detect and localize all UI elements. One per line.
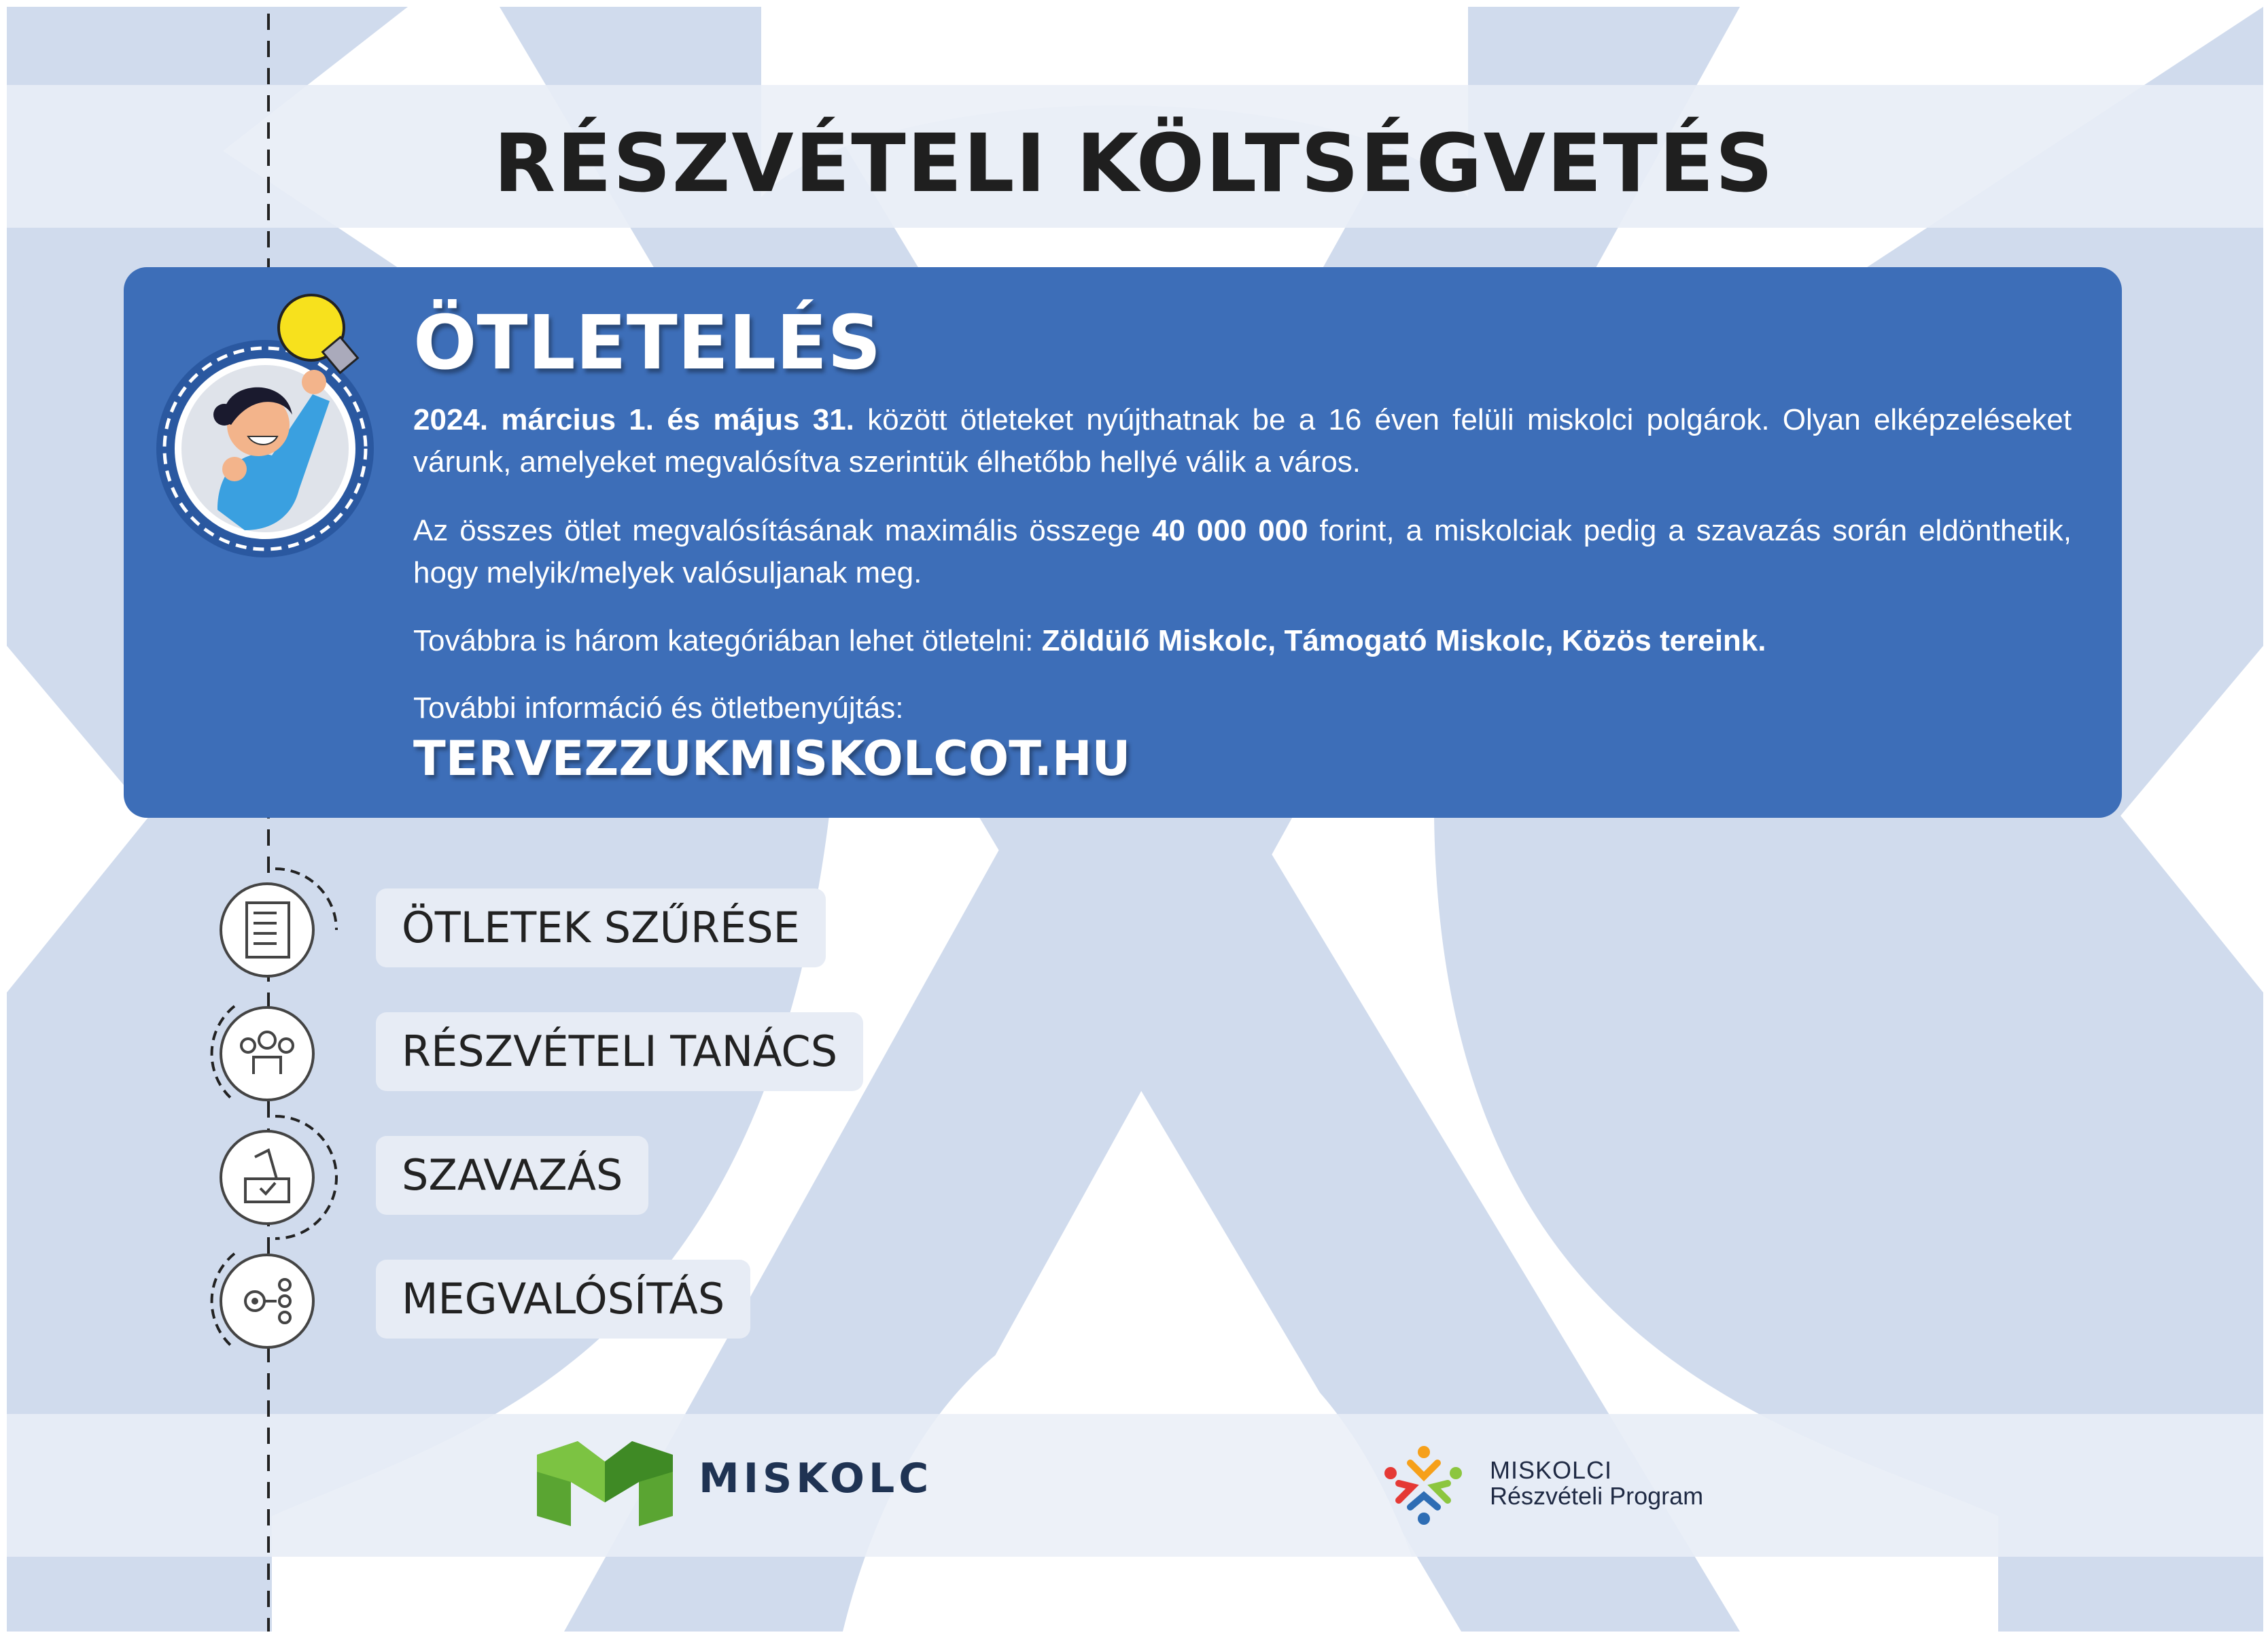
paragraph-budget	[413, 510, 2072, 594]
budget-amount: 40 000 000	[1152, 514, 1308, 547]
dates-text: között ötleteket nyújthatnak be a 16 éven felüli miskolci polgárok. Olyan elképzeléseket várunk, amelyeket megvalósítva szerintük élhetőbb hellyé válik a város.	[413, 403, 2072, 479]
miskolc-logo-text: MISKOLC	[699, 1455, 933, 1502]
avatar	[136, 286, 408, 571]
page-title: RÉSZVÉTELI KÖLTSÉGVETÉS	[493, 116, 1775, 210]
info-label: További információ és ötletbenyújtás:	[413, 691, 904, 725]
paragraph-categories	[413, 620, 2072, 662]
dates-highlight: 2024. március 1. és május 31.	[413, 403, 854, 436]
budget-text-a: Az összes ötlet megvalósításának maximális összege	[413, 514, 1153, 547]
dashed-guide-line	[267, 14, 270, 1632]
website-link[interactable]: TERVEZZUKMISKOLCOT.HU	[413, 731, 1131, 787]
program-logo-line1: MISKOLCI	[1490, 1456, 1613, 1484]
budget-text-b: forint, a miskolciak pedig a szavazás során eldönthetik, hogy melyik/melyek valósuljanak meg.	[413, 514, 2072, 589]
program-logo-line2: Részvételi Program	[1490, 1482, 1704, 1510]
reszveteli-program-logo-icon	[1380, 1443, 1468, 1528]
paragraph-dates	[413, 399, 2072, 483]
step-otletek-szurese: ÖTLETEK SZŰRÉSE	[376, 888, 826, 967]
gear-network-icon	[200, 1226, 350, 1376]
categories-text: Továbbra is három kategóriában lehet ötletelni:	[413, 624, 1042, 657]
miskolc-logo-icon	[537, 1441, 673, 1526]
step-megvalositas: MEGVALÓSÍTÁS	[376, 1260, 750, 1339]
step-szavazas: SZAVAZÁS	[376, 1136, 648, 1215]
step-reszveteli-tanacs: RÉSZVÉTELI TANÁCS	[376, 1012, 863, 1091]
panel-heading: ÖTLETELÉS	[413, 299, 882, 386]
categories-list: Zöldülő Miskolc, Támogató Miskolc, Közös tereink.	[1041, 624, 1766, 657]
